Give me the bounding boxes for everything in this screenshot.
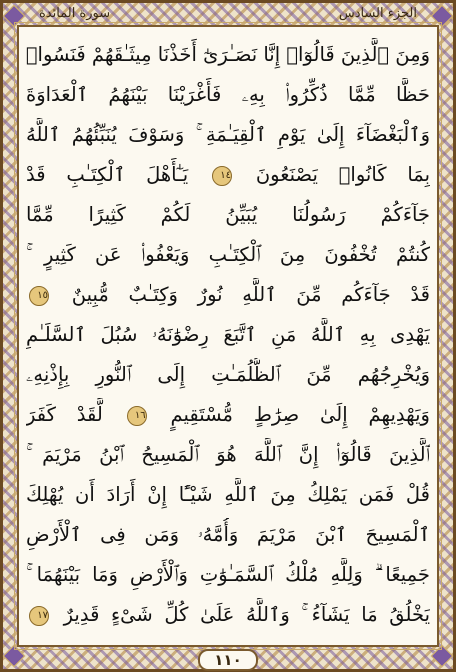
verse-text: جَآءَكُمْ رَسُولُنَا يُبَيِّنُ لَكُمْ كَثِيرًا مِّمَّا: [26, 203, 430, 226]
verse-text: وَيُخْرِجُهُم مِّنَ ٱلظُّلُمَـٰتِ إِلَى ٱلنُّورِ بِإِذْنِهِۦ: [26, 363, 430, 386]
ayah-number-marker: ١٦: [127, 406, 147, 426]
verse-line: [26, 358, 430, 392]
page-header: [17, 3, 439, 23]
verse-text-continued: لَّقَدْ كَفَرَ: [26, 403, 103, 426]
verse-line: [26, 318, 430, 352]
verse-text: حَظًّا مِّمَّا ذُكِّرُوا۟ بِهِۦ فَأَغْرَيْنَا بَيْنَهُمُ ٱلْعَدَاوَةَ: [26, 83, 430, 106]
verse-text: كُنتُمْ تُخْفُونَ مِنَ ٱلْكِتَـٰبِ وَيَعْفُوا۟ عَن كَثِيرٍ ۚ: [26, 243, 430, 266]
verse-text: ٱلْمَسِيحَ ٱبْنَ مَرْيَمَ وَأُمَّهُۥ وَمَن فِى ٱلْأَرْضِ: [26, 523, 430, 546]
verse-text-area: [26, 30, 430, 638]
verse-text: جَمِيعًا ۗ وَلِلَّهِ مُلْكُ ٱلسَّمَـٰوَٰتِ وَٱلْأَرْضِ وَمَا بَيْنَهُمَا ۚ: [26, 563, 430, 586]
verse-line: [26, 398, 430, 432]
verse-text: يَهْدِى بِهِ ٱللَّهُ مَنِ ٱتَّبَعَ رِضْوَٰنَهُۥ سُبُلَ ٱلسَّلَـٰمِ: [26, 323, 430, 346]
verse-line: [26, 118, 430, 152]
page-number: ١١٠: [198, 649, 257, 671]
verse-line: [26, 198, 430, 232]
verse-line: [26, 238, 430, 272]
surah-label: سورة المائدة: [39, 5, 111, 21]
ayah-number-marker: ١٧: [29, 606, 49, 626]
verse-line: [26, 158, 430, 192]
verse-text-continued: يَـٰٓأَهْلَ ٱلْكِتَـٰبِ قَدْ: [26, 163, 189, 186]
verse-text: يَخْلُقُ مَا يَشَآءُ ۚ وَٱللَّهُ عَلَىٰ كُلِّ شَىْءٍ قَدِيرٌ: [63, 603, 430, 626]
verse-text: ٱلَّذِينَ قَالُوٓا۟ إِنَّ ٱللَّهَ هُوَ ٱلْمَسِيحُ ٱبْنُ مَرْيَمَ ۚ: [26, 443, 430, 466]
verse-line: [26, 438, 430, 472]
verse-line: [26, 558, 430, 592]
verse-text: بِمَا كَانُوا۟ يَصْنَعُونَ: [255, 163, 430, 186]
ayah-number-marker: ١٥: [29, 286, 49, 306]
page-footer: [0, 647, 456, 672]
verse-line: [26, 478, 430, 512]
verse-text: قُلْ فَمَن يَمْلِكُ مِنَ ٱللَّهِ شَيْـًٔا إِنْ أَرَادَ أَن يُهْلِكَ: [26, 483, 430, 506]
verse-text: وَيَهْدِيهِمْ إِلَىٰ صِرَٰطٍ مُّسْتَقِيمٍ: [170, 403, 430, 426]
verse-text: وَٱلْبَغْضَآءَ إِلَىٰ يَوْمِ ٱلْقِيَـٰمَةِ ۚ وَسَوْفَ يُنَبِّئُهُمُ ٱللَّهُ: [26, 123, 430, 146]
verse-line: [26, 518, 430, 552]
verse-line: [26, 278, 430, 312]
verse-line: [26, 38, 430, 72]
ayah-number-marker: ١٤: [212, 166, 232, 186]
verse-line: [26, 78, 430, 112]
verse-line: [26, 598, 430, 632]
juz-label: الجزء السادس: [338, 5, 417, 21]
verse-text: قَدْ جَآءَكُم مِّنَ ٱللَّهِ نُورٌ وَكِتَـٰبٌ مُّبِينٌ: [71, 283, 430, 306]
verse-text: وَمِنَ ٱلَّذِينَ قَالُوٓا۟ إِنَّا نَصَـٰرَىٰٓ أَخَذْنَا مِيثَـٰقَهُمْ فَنَسُوا۟: [26, 43, 430, 66]
